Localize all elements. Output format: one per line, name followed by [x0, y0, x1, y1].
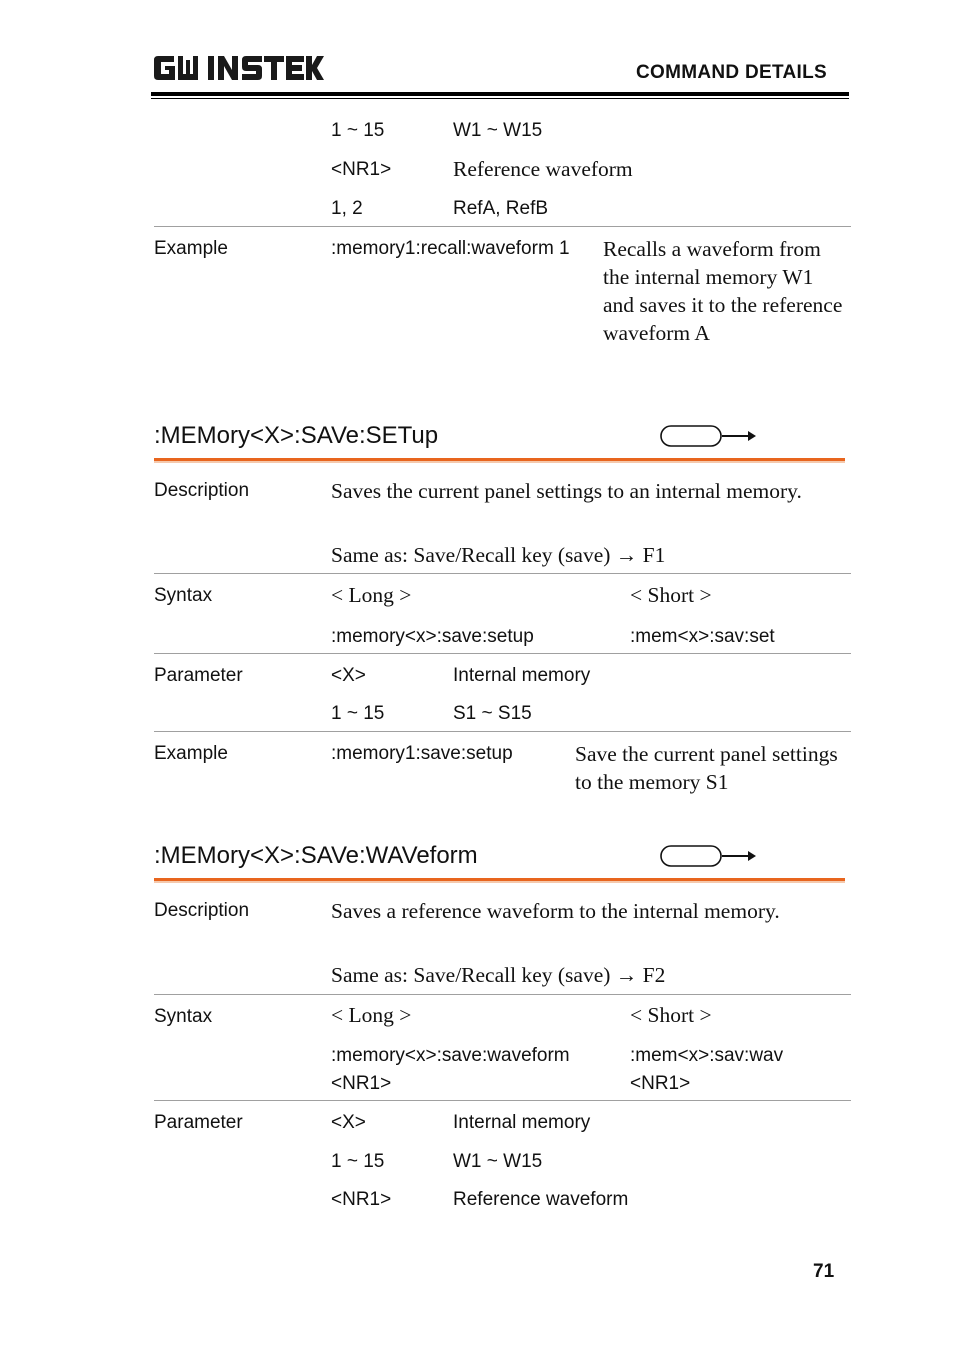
- syntax-short-header: < Short >: [630, 583, 712, 607]
- description-same-as: Same as: Save/Recall key (save) → F1: [331, 543, 666, 567]
- syntax-short: :mem<x>:sav:wav: [630, 1045, 784, 1066]
- syntax-long: :memory<x>:save:setup: [331, 626, 534, 647]
- parameter-label: Parameter: [154, 665, 243, 686]
- syntax-long-header: < Long >: [331, 583, 412, 607]
- command-title: :MEMory<X>:SAVe:WAVeform: [154, 842, 478, 869]
- syntax-short: :mem<x>:sav:set: [630, 626, 775, 647]
- header-section-title: COMMAND DETAILS: [636, 62, 827, 83]
- gw-instek-logo: [152, 52, 324, 86]
- syntax-label: Syntax: [154, 1006, 213, 1027]
- page-number: 71: [813, 1261, 835, 1282]
- row-divider: [154, 573, 851, 574]
- param-value: <NR1>: [331, 1189, 392, 1210]
- section-rule-shadow: [154, 881, 845, 883]
- description-label: Description: [154, 480, 250, 501]
- row-divider: [154, 1100, 851, 1101]
- syntax-short-arg: <NR1>: [630, 1073, 691, 1094]
- param-value: 1, 2: [331, 198, 363, 219]
- section-rule-shadow: [154, 461, 845, 463]
- syntax-long-header: < Long >: [331, 1003, 412, 1027]
- parameter-label: Parameter: [154, 1112, 243, 1133]
- header-rule-thin: [151, 98, 849, 99]
- syntax-long-arg: <NR1>: [331, 1073, 392, 1094]
- row-divider: [154, 226, 851, 227]
- param-meaning: RefA, RefB: [453, 198, 549, 219]
- param-meaning: W1 ~ W15: [453, 120, 543, 141]
- description-text: Saves a reference waveform to the internal memory.: [331, 899, 780, 923]
- example-text: Recalls a waveform from the internal memory W1 and saves it to the reference waveform A: [603, 237, 843, 345]
- description-same-as: Same as: Save/Recall key (save) → F2: [331, 963, 666, 987]
- param-value: <NR1>: [331, 159, 392, 180]
- example-label: Example: [154, 238, 228, 259]
- set-query-arrow-icon: [660, 843, 760, 871]
- row-divider: [154, 994, 851, 995]
- example-label: Example: [154, 743, 228, 764]
- header-rule: [151, 92, 849, 96]
- param-meaning: Reference waveform: [453, 157, 633, 181]
- example-command: :memory1:save:setup: [331, 743, 513, 764]
- set-query-arrow-icon: [660, 423, 760, 451]
- param-value: 1 ~ 15: [331, 1151, 385, 1172]
- syntax-short-header: < Short >: [630, 1003, 712, 1027]
- row-divider: [154, 653, 851, 654]
- param-meaning: Internal memory: [453, 665, 591, 686]
- param-meaning: Reference waveform: [453, 1189, 629, 1210]
- param-value: 1 ~ 15: [331, 703, 385, 724]
- param-value: 1 ~ 15: [331, 120, 385, 141]
- example-text: Save the current panel settings to the memory S1: [575, 742, 838, 794]
- command-title: :MEMory<X>:SAVe:SETup: [154, 422, 439, 449]
- description-text: Saves the current panel settings to an internal memory.: [331, 479, 802, 503]
- param-value: <X>: [331, 1112, 366, 1133]
- syntax-long: :memory<x>:save:waveform: [331, 1045, 570, 1066]
- param-meaning: S1 ~ S15: [453, 703, 532, 724]
- param-value: <X>: [331, 665, 366, 686]
- param-meaning: Internal memory: [453, 1112, 591, 1133]
- param-meaning: W1 ~ W15: [453, 1151, 543, 1172]
- description-label: Description: [154, 900, 250, 921]
- syntax-label: Syntax: [154, 585, 213, 606]
- example-command: :memory1:recall:waveform 1: [331, 238, 570, 259]
- row-divider: [154, 731, 851, 732]
